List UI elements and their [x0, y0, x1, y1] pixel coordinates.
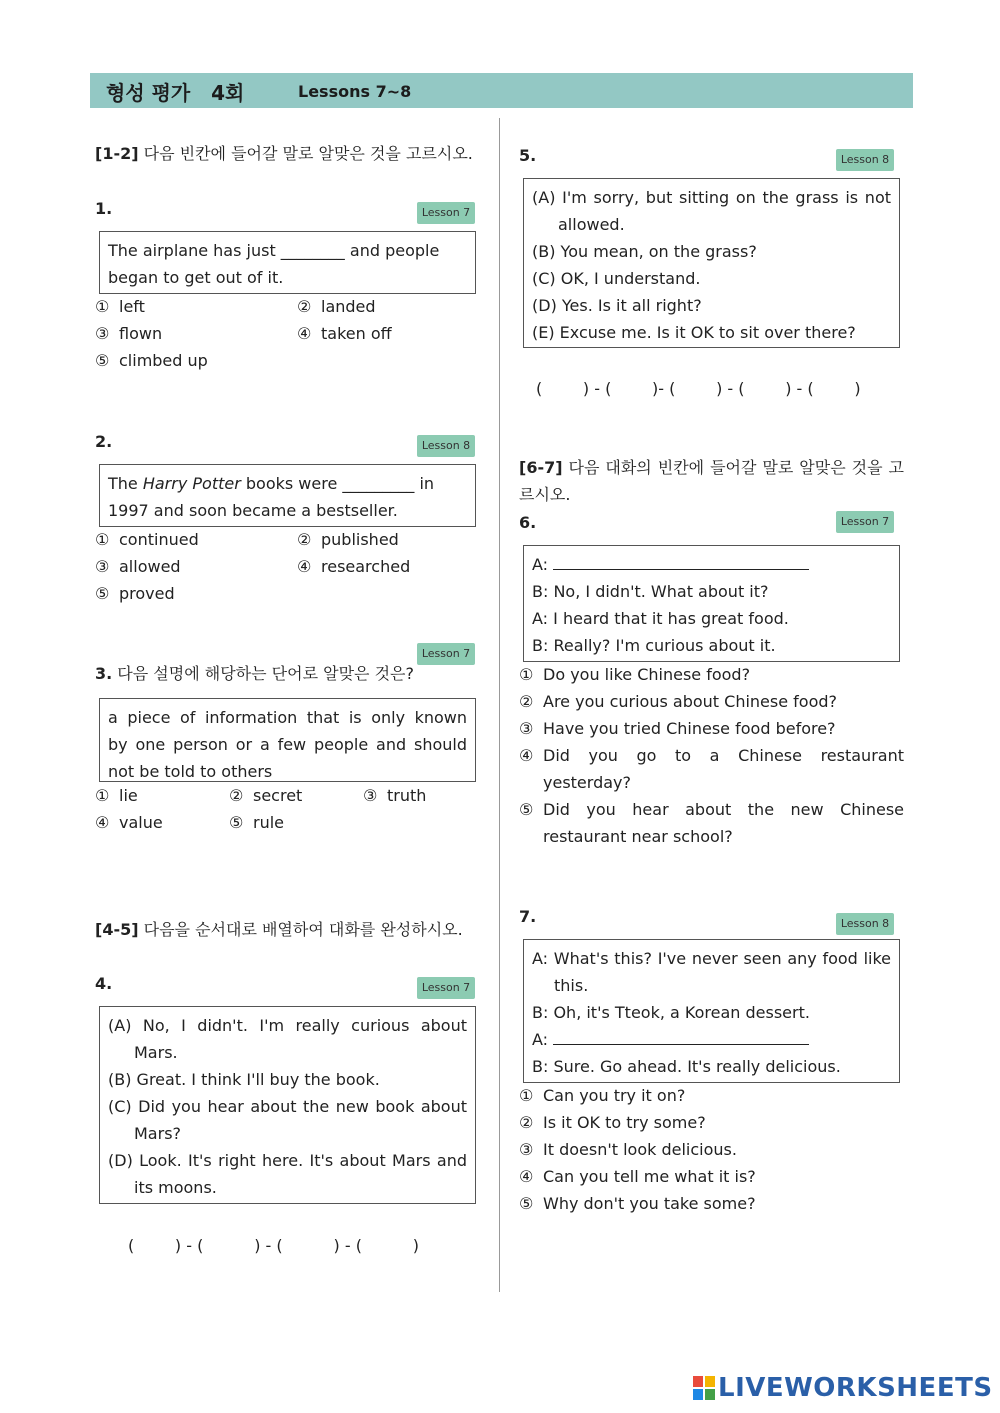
book-title: Harry Potter [142, 474, 241, 493]
option-3-5[interactable]: ⑤ rule [229, 813, 285, 832]
box-line: A: What's this? I've never seen any food like this. [532, 949, 891, 995]
option-7-2[interactable]: ② Is it OK to try some? [519, 1113, 706, 1132]
instruction-tag: [6-7] [519, 458, 563, 477]
lesson-badge: Lesson 7 [417, 977, 475, 999]
lesson-badge: Lesson 8 [836, 149, 894, 171]
question-2-box [99, 464, 476, 527]
box-line: A: [532, 1026, 891, 1053]
option-6-3[interactable]: ③ Have you tried Chinese food before? [519, 719, 836, 738]
question-4-box [99, 1006, 476, 1204]
box-line: B: No, I didn't. What about it? [532, 582, 769, 601]
box-line: began to get out of it. [108, 268, 284, 287]
option-6-5[interactable]: ⑤ Did you hear about the new Chinese restaurant near school? [519, 800, 904, 846]
lesson-badge: Lesson 7 [836, 511, 894, 533]
liveworksheets-logo[interactable] [693, 1373, 993, 1403]
box-line: B: Oh, it's Tteok, a Korean dessert. [532, 1003, 810, 1022]
box-line: A: [532, 551, 891, 578]
box-line: (D) Yes. Is it all right? [532, 296, 702, 315]
option-2-2[interactable]: ② published [297, 530, 399, 549]
option-6-1[interactable]: ① Do you like Chinese food? [519, 665, 751, 684]
option-2-5[interactable]: ⑤ proved [95, 584, 175, 603]
instruction-tag: [1-2] [95, 144, 139, 163]
question-6-number: 6. [519, 513, 537, 532]
option-2-4[interactable]: ④ researched [297, 557, 411, 576]
box-line: a piece of information that is only known [108, 708, 467, 727]
option-6-4[interactable]: ④ Did you go to a Chinese restaurant yesterday? [519, 746, 904, 792]
option-6-2[interactable]: ② Are you curious about Chinese food? [519, 692, 838, 711]
question-3-number: 3. [95, 664, 113, 683]
option-3-1[interactable]: ① lie [95, 786, 138, 805]
question-5-number: 5. [519, 146, 537, 165]
option-7-5[interactable]: ⑤ Why don't you take some? [519, 1194, 756, 1213]
instruction-6-7 [519, 454, 904, 508]
answer-order-5[interactable]: ( ) - ( )- ( ) - ( ) - ( ) [536, 379, 861, 398]
liveworksheets-logo-icon [693, 1376, 715, 1400]
question-5-box [523, 178, 900, 348]
option-7-4[interactable]: ④ Can you tell me what it is? [519, 1167, 756, 1186]
option-1-5[interactable]: ⑤ climbed up [95, 351, 208, 370]
box-line: 1997 and soon became a bestseller. [108, 501, 398, 520]
instruction-text: 다음 대화의 빈칸에 들어갈 말로 알맞은 것을 고르시오. [519, 458, 904, 504]
box-line: (C) OK, I understand. [532, 269, 701, 288]
box-line: The airplane has just ________ and people [108, 241, 440, 260]
question-7-number: 7. [519, 907, 537, 926]
brand-name: LIVEWORKSHEETS [718, 1373, 993, 1403]
answer-blank [553, 555, 809, 570]
lesson-badge: Lesson 8 [836, 913, 894, 935]
worksheet-header [90, 73, 913, 108]
option-2-3[interactable]: ③ allowed [95, 557, 181, 576]
question-3-text: 다음 설명에 해당하는 단어로 알맞은 것은? [112, 664, 414, 683]
option-3-4[interactable]: ④ value [95, 813, 163, 832]
box-line: B: Sure. Go ahead. It's really delicious. [532, 1057, 841, 1076]
box-line: B: Really? I'm curious about it. [532, 636, 776, 655]
option-1-4[interactable]: ④ taken off [297, 324, 392, 343]
worksheet-title: 형성 평가 4회 [106, 81, 245, 105]
lesson-badge: Lesson 7 [417, 643, 475, 665]
option-7-1[interactable]: ① Can you try it on? [519, 1086, 686, 1105]
box-line: (E) Excuse me. Is it OK to sit over there? [532, 323, 856, 342]
column-divider [499, 118, 500, 1292]
option-2-1[interactable]: ① continued [95, 530, 199, 549]
lesson-badge: Lesson 8 [417, 435, 475, 457]
box-line: (A) I'm sorry, but sitting on the grass is not allowed. [532, 188, 891, 234]
question-7-box [523, 939, 900, 1083]
instruction-text: 다음을 순서대로 배열하여 대화를 완성하시오. [138, 920, 463, 939]
lessons-range: Lessons 7~8 [298, 82, 412, 101]
box-line: A: I heard that it has great food. [532, 609, 789, 628]
box-line: (D) Look. It's right here. It's about Mars and its moons. [108, 1151, 467, 1197]
box-line: (B) You mean, on the grass? [532, 242, 757, 261]
question-6-box [523, 545, 900, 662]
option-3-2[interactable]: ② secret [229, 786, 303, 805]
question-4-number: 4. [95, 974, 113, 993]
instruction-tag: [4-5] [95, 920, 139, 939]
box-line: not be told to others [108, 762, 273, 781]
box-line: (C) Did you hear about the new book about Mars? [108, 1097, 467, 1143]
question-3-stem [95, 660, 414, 687]
box-line: (A) No, I didn't. I'm really curious about Mars. [108, 1016, 467, 1062]
question-3-box [99, 698, 476, 782]
option-1-3[interactable]: ③ flown [95, 324, 163, 343]
lesson-badge: Lesson 7 [417, 202, 475, 224]
answer-order-4[interactable]: ( ) - ( ) - ( ) - ( ) [128, 1236, 420, 1255]
instruction-text: 다음 빈칸에 들어갈 말로 알맞은 것을 고르시오. [138, 144, 473, 163]
instruction-1-2 [95, 140, 480, 167]
instruction-4-5 [95, 916, 480, 943]
box-line: by one person or a few people and should [108, 735, 467, 754]
question-1-number: 1. [95, 199, 113, 218]
question-1-box [99, 231, 476, 294]
option-1-1[interactable]: ① left [95, 297, 145, 316]
answer-blank [553, 1030, 809, 1045]
question-2-number: 2. [95, 432, 113, 451]
box-line: (B) Great. I think I'll buy the book. [108, 1070, 380, 1089]
option-3-3[interactable]: ③ truth [363, 786, 427, 805]
box-line: The Harry Potter books were _________ in [108, 474, 435, 493]
option-1-2[interactable]: ② landed [297, 297, 376, 316]
option-7-3[interactable]: ③ It doesn't look delicious. [519, 1140, 737, 1159]
